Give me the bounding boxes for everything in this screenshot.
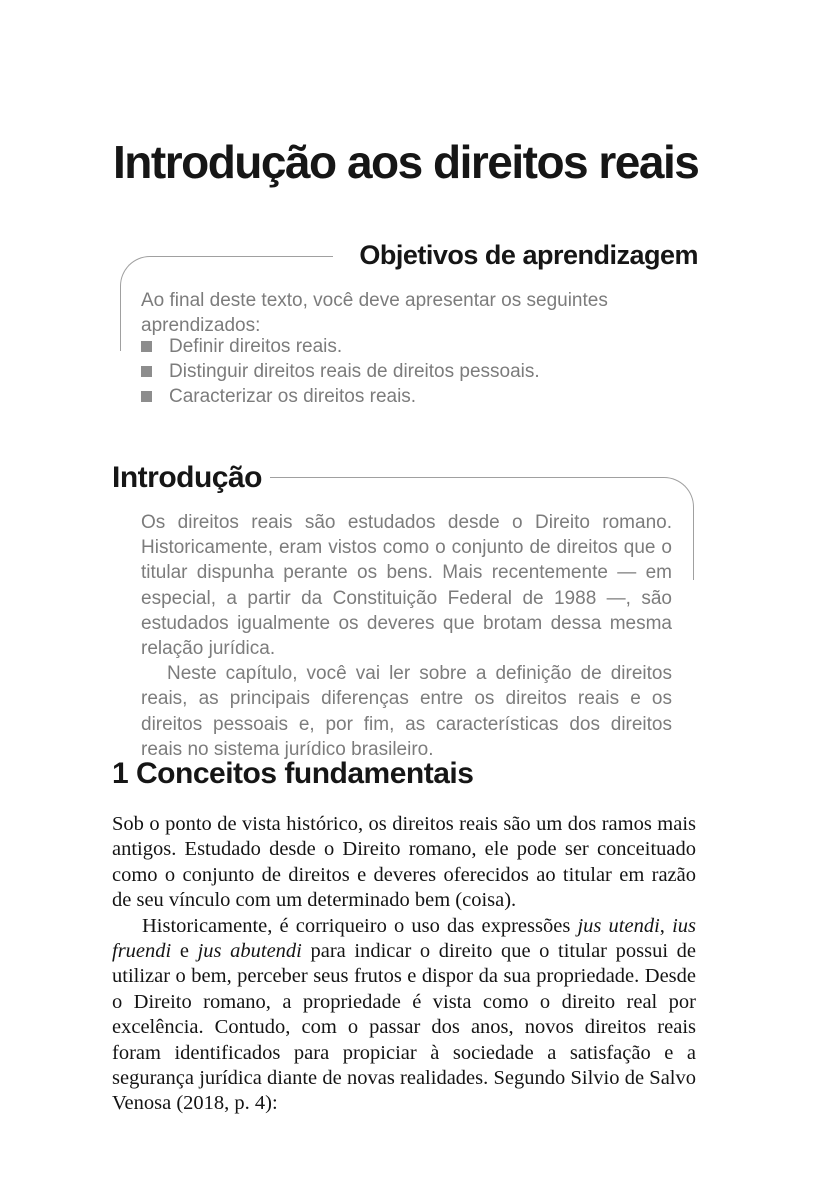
objectives-heading: Objetivos de aprendizagem [359, 240, 698, 270]
list-item-text: Definir direitos reais. [169, 335, 343, 357]
square-bullet-icon [141, 391, 152, 402]
latin-term: jus abutendi [197, 940, 302, 963]
text-run: , [659, 914, 673, 937]
list-item [141, 384, 540, 409]
paragraph: Sob o ponto de vista histórico, os direitos reais são um dos ramos mais antigos. Estudado desde o Direito romano, ele pode ser conceituado como o conjunto de direitos e deveres oferecidos ao titular em razão de seu vínculo com um determinado bem (coisa). [112, 813, 696, 912]
text-run: para indicar o direito que o titular possui de utilizar o bem, perceber seus frutos e dispor da sua propriedade. Desde o Direito romano, a propriedade é vista como o direito real por excelência. Contudo, com o passar dos anos, novos direitos reais foram identificados para propiciar à sociedade a satisfação e a segurança jurídica diante de novas realidades. Segundo Silvio de Salvo Venosa (2018, p. 4): [112, 940, 696, 1115]
latin-term: ius fruendi [112, 914, 697, 963]
introduction-text [141, 510, 672, 762]
section-1-text [112, 812, 696, 1117]
objectives-intro-text: Ao final deste texto, você deve apresentar os seguintes aprendizados: [141, 290, 608, 336]
introduction-heading: Introdução [112, 461, 262, 494]
paragraph: Neste capítulo, você vai ler sobre a definição de direitos reais, as principais diferenças entre os direitos reais e os direitos pessoais e, por fim, as características dos direitos reais no sistema jurídico brasileiro. [141, 663, 672, 760]
paragraph: Os direitos reais são estudados desde o Direito romano. Historicamente, eram vistos como o conjunto de direitos que o titular dispunha perante os bens. Mais recentemente — em especial, a partir da Constituição Federal de 1988 —, são estudados igualmente os deveres que brotam dessa mesma relação jurídica. [141, 512, 672, 660]
text-run: e [171, 940, 198, 963]
latin-term: jus utendi [577, 914, 660, 937]
list-item [141, 359, 540, 384]
chapter-title: Introdução aos direitos reais [113, 136, 699, 188]
objectives-list [141, 334, 540, 409]
list-item-text: Caracterizar os direitos reais. [169, 385, 417, 407]
paragraph [112, 914, 696, 1117]
section-1-heading: 1 Conceitos fundamentais [112, 757, 474, 790]
list-item-text: Distinguir direitos reais de direitos pessoais. [169, 360, 540, 382]
square-bullet-icon [141, 341, 152, 352]
text-run: Historicamente, é corriqueiro o uso das expressões [142, 914, 578, 937]
square-bullet-icon [141, 366, 152, 377]
list-item [141, 334, 540, 359]
